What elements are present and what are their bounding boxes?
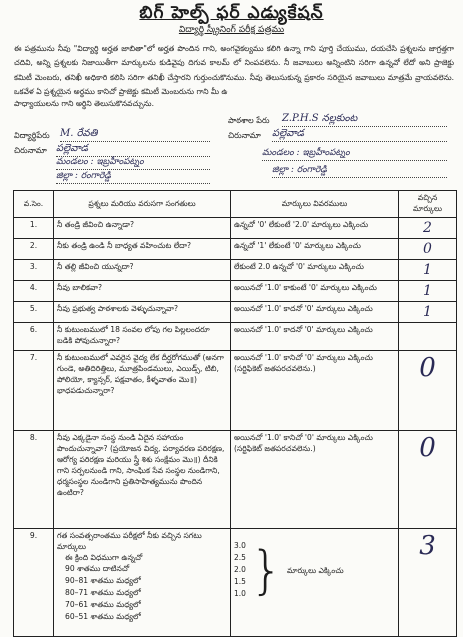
- table-row: [14, 260, 457, 281]
- row-obtained-mark: 1: [399, 281, 457, 302]
- row-number: 2.: [14, 239, 54, 260]
- header-obtained-marks: వచ్చిన మార్కులు: [399, 191, 457, 218]
- grade-point: 3.0: [234, 541, 246, 550]
- intro-paragraph-tail: పాధ్యాయులను గాని అర్థిని తెలుసుకొనవచ్చును.: [14, 99, 154, 108]
- row-question: [54, 529, 231, 637]
- row-marks-rule: ఉన్నచో '0' లేకుంటే '2.0' మార్కులు ఎక్కించు: [231, 218, 399, 239]
- row-number: 1.: [14, 218, 54, 239]
- grade-item: 90 శాతము దాటినచో: [65, 564, 130, 573]
- row-obtained-mark: 0: [399, 351, 457, 431]
- row-number: 7.: [14, 351, 54, 431]
- row-marks-rule: ఉన్నచో '1' లేకుంటే '0' మార్కులు ఎక్కించు: [231, 239, 399, 260]
- header-serial: వ.సెం.: [14, 191, 54, 218]
- grade-item: 70–61 శాతము మధ్యలో: [65, 600, 141, 609]
- row-obtained-mark: 1: [399, 260, 457, 281]
- row-obtained-mark: 3: [399, 529, 457, 637]
- address-right-value: పల్లెవాడ: [272, 127, 447, 142]
- row-obtained-mark: 0: [399, 431, 457, 529]
- grade-point: 1.5: [234, 577, 246, 586]
- table-row: [14, 239, 457, 260]
- table-row: [14, 323, 457, 351]
- grade-marks-instruction: మార్కులు ఎక్కించు: [287, 565, 344, 575]
- grade-point: 2.0: [234, 565, 246, 574]
- mandal-value: మండలం : ఇబ్రహీంపట్నం: [262, 148, 447, 161]
- row-question: నీ కుటుంబములో ఎవరైన వైద్య లేక దీర్ఘరోగముతో (అనగా గుండె, అతిదిరిత్తిలు, మూత్రపిండములు, ఎయిడ్స్, టిబి, పోలియో, క్యాన్సర్, పక్షవాతం, కీళ్ళవాతం మొ॥) భాధపడుచున్నారా?: [54, 351, 231, 431]
- header-question: ప్రశ్నలు మరియు వరుసగా సంగతులు: [54, 191, 231, 218]
- row-obtained-mark: 1: [399, 302, 457, 323]
- screening-table: [13, 190, 457, 637]
- row-question: నీ కుటుంబములో 18 సంవల లోపు గల పిల్లలందరూ బడికి పోవుచున్నారా?: [54, 323, 231, 351]
- row-number: 6.: [14, 323, 54, 351]
- grade-item: 60–51 శాతము మధ్యలో: [65, 612, 141, 621]
- row-number: 9.: [14, 529, 54, 637]
- row-marks-rule: అయినచో '1.0' కానిచో '0' మార్కులు ఎక్కించు (సర్టిఫికెట్ జతపరచవలెను.): [231, 431, 399, 529]
- table-row: [14, 218, 457, 239]
- row-marks-rule: అయినచో '1.0' కాదనో '0' మార్కులు ఎక్కించు: [231, 302, 399, 323]
- address-value: పల్లెవాడ: [56, 142, 210, 157]
- row-marks-rule: అయినచో '1.0' కాదనో '0' మార్కులు ఎక్కించు: [231, 323, 399, 351]
- row-number: 3.: [14, 260, 54, 281]
- row-obtained-mark: 0: [399, 239, 457, 260]
- row-question: నీకు తండ్రి ఉండి నీ బాధ్యత వహించుట లేదా?: [54, 239, 231, 260]
- table-row: [14, 529, 457, 637]
- document-title: బిగ్ హెల్ప్ ఫర్ ఎడ్యుకేషన్: [139, 3, 324, 23]
- grade-point: 2.5: [234, 553, 246, 562]
- school-name-value: Z.P.H.S నల్లకుంట: [282, 112, 447, 127]
- grade-question-text: గత సంవత్సరాంతము పరీక్షలో నీకు వచ్చిన సగటు మార్కులు: [57, 531, 202, 551]
- grade-list: [57, 564, 227, 624]
- address-label: చిరునామా: [14, 146, 47, 155]
- row-number: 4.: [14, 281, 54, 302]
- grade-points-list: [234, 541, 246, 601]
- school-name-label: పాఠశాల పేరు: [228, 116, 270, 125]
- table-row: [14, 302, 457, 323]
- header-marks-details: మార్కులు వివరములు: [231, 191, 399, 218]
- row-obtained-mark: [399, 323, 457, 351]
- table-row: [14, 351, 457, 431]
- grade-intro: ఈ క్రింది విధముగా ఉన్నచో: [65, 553, 143, 562]
- row-question: నీవు బాలికవా?: [54, 281, 231, 302]
- table-header-row: [14, 191, 457, 218]
- row-question: నీ తండ్రి జీవించి ఉన్నాడా?: [54, 218, 231, 239]
- brace-icon: }: [249, 541, 284, 601]
- student-name-label: విద్యార్థిపేరు: [14, 131, 50, 140]
- student-name-value: M. రేవతి: [60, 127, 210, 142]
- row-marks-rule: అయినచో '1.0' కాకుంటే '0' మార్కులు ఎక్కించు: [231, 281, 399, 302]
- row-question: నీవు ప్రభుత్వ పాఠశాలకు వెళ్ళుచున్నావా?: [54, 302, 231, 323]
- grade-point: 1.0: [234, 589, 246, 598]
- district-value: జిల్లా : రంగారెడ్డి: [272, 165, 447, 178]
- table-row: [14, 281, 457, 302]
- row-question: నీవు ఎక్కడైనా సంస్థ నుండి ఏదైన సహాయం పొందుచున్నావా? (ప్రయోజన విద్య, పర్యావరణ పరిరక్షణ, ఆరోగ్య పరిరక్షణ మరియు స్త్రీ శిశు సంక్షేమం మొ॥) దీనికి గాని సర్పలనుండి గాని, సాంఘిక సేవ సంస్థల నుండిగాని, ధర్మసంస్థల నుండిగాని ప్రతిసాహిత్యమును పొందిన ఉంటిరా?: [54, 431, 231, 529]
- intro-paragraph: ఈ పత్రమును నీవు "విద్యార్థి అర్హత జాబితా"లో అర్హత పొందిన గాని, అంగవైకల్యము కలిగి ఉన్నా గాని పూర్తి చేయుము, దయచేసి ప్రశ్నలను జాగ్రత్తగా చదివి, అన్ని ప్రశ్నలకు నిజాయితీగా మార్కులను కుడివైపు దిగువ కాలమ్ లో నింపవలెను. నీ జవాబులు అన్నింటిని సరిగా ఉన్నవో లేదో అని ప్రాజెక్టు కమిటీ మెంబరు, తనిఖీ అధికారి కలిసి సరిగా తనిఖీ చేస్తారని గుర్తుంచుకొనుము. నీవు తెలుసుకున్న ప్రకారం సరియైన జవాబులు మాత్రమే వ్రాయవలెను. ఒకవేళ ఏ ప్రశ్నయైన అర్థము కానిచో ప్రాజెక్టు కమిటీ మెంబరును గాని మీ ఉ: [14, 44, 454, 96]
- address-value-district: జిల్లా : రంగారెడ్డి: [56, 171, 210, 184]
- grade-points-scale: [234, 541, 395, 601]
- row-question: నీ తల్లి జీవించి యున్నదా?: [54, 260, 231, 281]
- address-value-mandal: మండలం : ఇబ్రహీంపట్నం: [56, 157, 210, 170]
- address-right-label: చిరునామా: [228, 131, 261, 140]
- row-marks-rule: అయినచో '1.0' కానిచో '0' మార్కులు ఎక్కించు (సర్టిఫికెట్ జతపరచవలెను.): [231, 351, 399, 431]
- document-subtitle: విద్యార్థి స్క్రీనింగ్ పరీక్ష పత్రము: [178, 25, 285, 35]
- grade-item: 90–81 శాతము మధ్యలో: [65, 576, 141, 585]
- row-number: 5.: [14, 302, 54, 323]
- row-marks-rule: [231, 529, 399, 637]
- grade-item: 80–71 శాతము మధ్యలో: [65, 588, 141, 597]
- row-obtained-mark: 2: [399, 218, 457, 239]
- table-row: [14, 431, 457, 529]
- row-number: 8.: [14, 431, 54, 529]
- row-marks-rule: లేకుంటే 2.0 ఉన్నచో '0' మార్కులు ఎక్కించు: [231, 260, 399, 281]
